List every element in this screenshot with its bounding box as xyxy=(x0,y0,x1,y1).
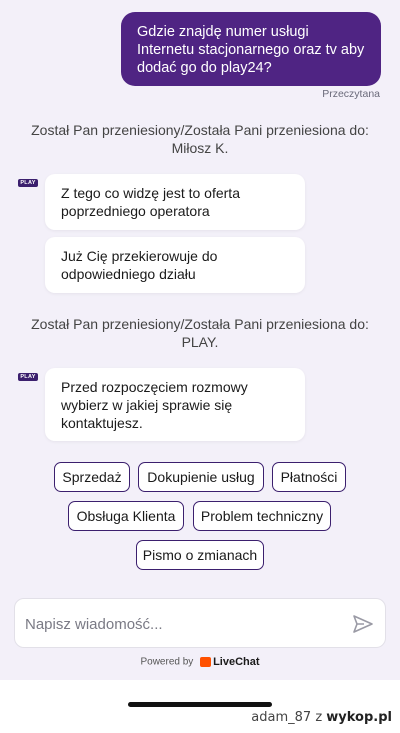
quick-reply-dokupienie-uslug[interactable]: Dokupienie usług xyxy=(138,462,264,492)
quick-reply-sprzedaz[interactable]: Sprzedaż xyxy=(54,462,130,492)
livechat-icon xyxy=(200,657,211,667)
quick-reply-pismo-o-zmianach[interactable]: Pismo o zmianach xyxy=(136,540,264,570)
livechat-link[interactable] xyxy=(200,656,259,668)
watermark-site: wykop.pl xyxy=(326,710,392,725)
quick-reply-platnosci[interactable]: Płatności xyxy=(272,462,346,492)
quick-reply-obsluga-klienta[interactable]: Obsługa Klienta xyxy=(68,501,184,531)
read-status: Przeczytana xyxy=(322,88,380,100)
home-indicator[interactable] xyxy=(128,702,272,707)
message-composer xyxy=(14,598,386,648)
watermark-sep: z xyxy=(315,710,323,725)
agent-message-bubble: Przed rozpoczęciem rozmowy wybierz w jakiej sprawie się kontaktujesz. xyxy=(45,368,305,441)
livechat-brand: LiveChat xyxy=(213,656,260,668)
send-icon[interactable] xyxy=(351,612,375,636)
play-logo-icon: PLAY xyxy=(18,373,38,381)
bottom-bar xyxy=(0,680,400,733)
powered-by-label: Powered by xyxy=(140,656,194,668)
message-input[interactable] xyxy=(25,611,335,637)
quick-reply-problem-techniczny[interactable]: Problem techniczny xyxy=(193,501,331,531)
transfer-notice: Został Pan przeniesiony/Została Pani przeniesiona do: PLAY. xyxy=(31,316,369,350)
user-message-bubble: Gdzie znajdę numer usługi Internetu stacjonarnego oraz tv aby dodać go do play24? xyxy=(121,12,381,86)
powered-by-footer xyxy=(0,656,400,668)
play-logo-icon: PLAY xyxy=(18,179,38,187)
watermark xyxy=(251,710,392,725)
transfer-notice: Został Pan przeniesiony/Została Pani przeniesiona do: Miłosz K. xyxy=(31,122,369,156)
agent-message-bubble: Z tego co widzę jest to oferta poprzedniego operatora xyxy=(45,174,305,230)
watermark-user: adam_87 xyxy=(251,710,312,725)
agent-message-bubble: Już Cię przekierowuje do odpowiedniego działu xyxy=(45,237,305,293)
